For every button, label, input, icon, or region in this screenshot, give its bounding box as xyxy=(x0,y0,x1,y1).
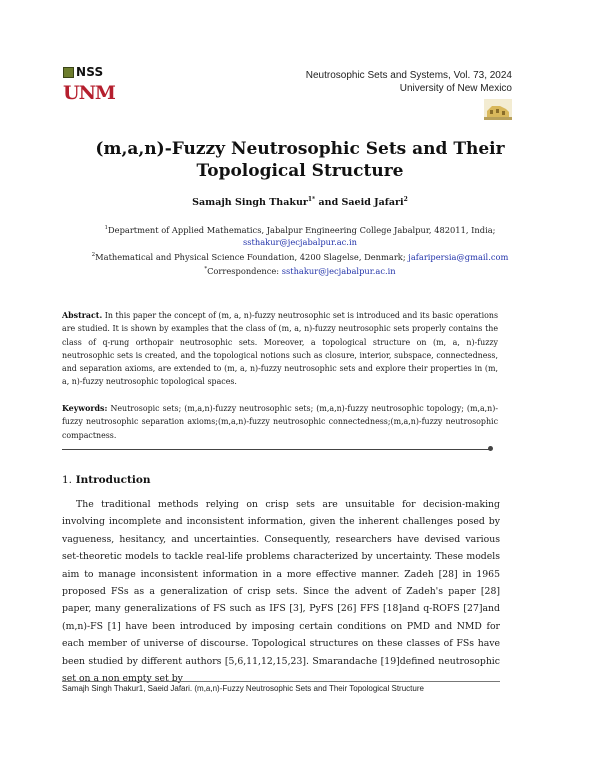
aff2-email-link[interactable]: jafaripersia@gmail.com xyxy=(408,251,509,262)
corr-email-link[interactable]: ssthakur@jecjabalpur.ac.in xyxy=(281,265,396,276)
page-footer: Samajh Singh Thakur1, Saeid Jafari. (m,a,n)-Fuzzy Neutrosophic Sets and Their Topological Structure xyxy=(62,684,424,693)
paper-title-line2: Topological Structure xyxy=(196,161,404,181)
footer-rule xyxy=(62,681,500,682)
paper-title xyxy=(60,138,540,182)
separator-dot xyxy=(488,446,493,451)
keywords xyxy=(62,402,498,442)
corr-label: Correspondence: xyxy=(207,265,280,276)
unm-logo-text: UNM xyxy=(63,82,115,104)
author-1-sup: 1* xyxy=(307,196,316,203)
nss-logo-square xyxy=(63,67,74,78)
intro-paragraph: The traditional methods relying on crisp sets are unsuitable for decision-making involving incomplete and inconsistent information, given the inherent challenges posed by vagueness, hesitancy, and uncertainties. Consequently, researchers have devised various set-theoretic models to tackle real-life problems characterized by uncertainty. These models aim to manage inconsistent information in a more effective manner. Zadeh [28] in 1965 proposed FSs as a generalization of crisp sets. Since the advent of Zadeh's paper [28] paper, many generalizations of FS such as IFS [3], PyFS [26] FFS [18]and q-ROFS [27]and (m,n)-FS [1] have been introduced by imposing certain conditions on PMD and NMD for each member of universe of discourse. Topological structures on these classes of FSs have been studied by different authors [5,6,11,12,15,23]. Smarandache [19]defined neutrosophic set on a non empty set by xyxy=(62,499,500,685)
affiliation-2 xyxy=(60,249,540,263)
aff1-sup: 1 xyxy=(104,225,109,231)
aff2-text: Mathematical and Physical Science Foundation, 4200 Slagelse, Denmark; xyxy=(95,251,406,262)
separator-rule xyxy=(62,449,490,450)
abstract xyxy=(62,309,498,389)
abstract-label: Abstract. xyxy=(62,311,103,320)
journal-name: Neutrosophic Sets and Systems, Vol. 73, 2024 xyxy=(305,70,512,81)
aff1-text: Department of Applied Mathematics, Jabalpur Engineering College Jabalpur, 482011, India; xyxy=(108,224,496,235)
nss-logo-text: NSS xyxy=(76,65,104,79)
aff1-email-link[interactable]: ssthakur@jecjabalpur.ac.in xyxy=(243,236,357,247)
aff2-sup: 2 xyxy=(91,252,96,258)
keywords-text: Neutrosopic sets; (m,a,n)-fuzzy neutrosophic sets; (m,a,n)-fuzzy neutrosophic topology; (m,a,n)-fuzzy neutrosophic separation axioms;(m,a,n)-fuzzy neutrosophic connectedness;(m,a,n)-fuzzy neutrosophic compactness. xyxy=(62,404,499,440)
author-line xyxy=(60,196,540,208)
corr-sup: * xyxy=(204,266,208,272)
section-title: Introduction xyxy=(75,474,151,486)
intro-body xyxy=(62,496,500,687)
correspondence xyxy=(60,263,540,277)
university-building-icon xyxy=(484,99,512,120)
paper-title-line1: (m,a,n)-Fuzzy Neutrosophic Sets and Their xyxy=(95,139,505,159)
section-number: 1. xyxy=(62,474,73,486)
abstract-text: In this paper the concept of (m, a, n)-fuzzy neutrosophic set is introduced and its basic operations are studied. It is shown by examples that the class of (m, a, n)-fuzzy neutrosophic sets properly contains the class of q-rung orthopair neutrosophic sets. Moreover, a topological structure on (m, a, n)-fuzzy neutrosophic sets is created, and the topological notions such as closure, interior, subspace, connectedness, and separation axioms, are extended to (m, a, n)-fuzzy neutrosophic sets and explore their properties in (m, a, n)-fuzzy neutrosophic topological spaces. xyxy=(62,311,498,387)
author-2-sup: 2 xyxy=(403,196,408,203)
keywords-label: Keywords: xyxy=(62,404,108,413)
affiliation-1 xyxy=(60,222,540,248)
journal-header xyxy=(306,69,512,95)
author-2: Saeid Jafari xyxy=(341,197,404,209)
author-1: Samajh Singh Thakur xyxy=(192,197,308,209)
section-heading xyxy=(62,474,150,486)
author-connector: and xyxy=(318,197,339,209)
university-name: University of New Mexico xyxy=(399,83,512,94)
journal-logo xyxy=(63,64,115,104)
